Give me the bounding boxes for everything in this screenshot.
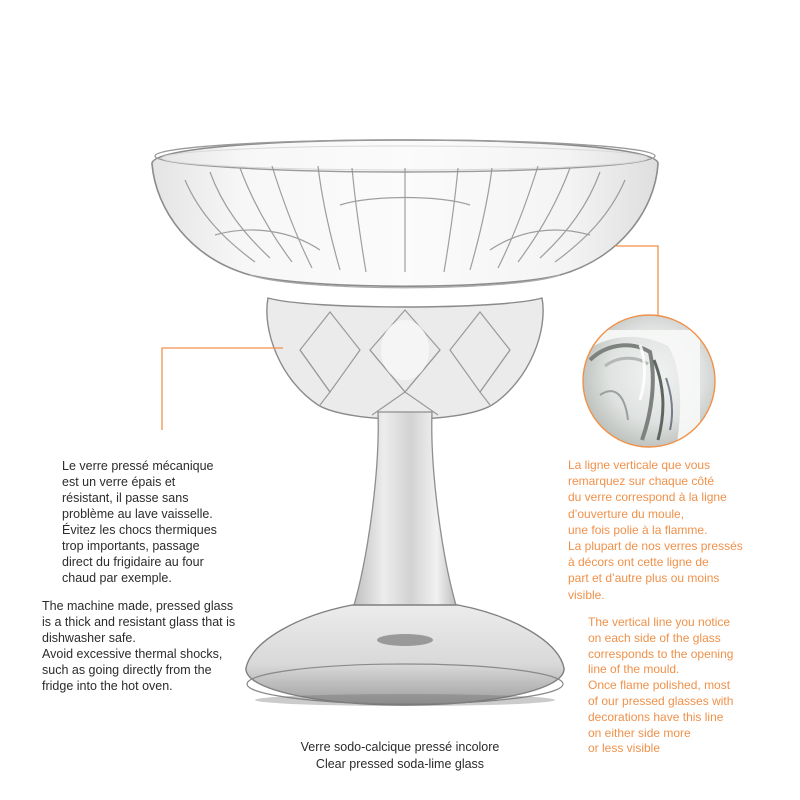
callout-line-left xyxy=(162,348,283,430)
glass-stem xyxy=(352,412,458,612)
mould-line-note-english: The vertical line you notice on each side of the glass corresponds to the opening line of the mould. Once flame polished, most of our pressed glasses with decorations have this line on either side more or less visible xyxy=(588,615,734,756)
glass-bowl xyxy=(152,140,658,288)
mould-line-zoom-detail xyxy=(583,315,715,450)
glass-foot xyxy=(246,605,564,706)
caption-english: Clear pressed soda-lime glass xyxy=(315,757,485,771)
caption-french: Verre sodo-calcique pressé incolore xyxy=(300,740,500,754)
glass-knob xyxy=(267,298,543,419)
description-english-left: The machine made, pressed glass is a thick and resistant glass that is dishwasher safe. Avoid excessive thermal shocks, such as going directly from the fridge into the hot oven. xyxy=(42,599,236,693)
description-french-left: Le verre pressé mécanique est un verre épais et résistant, il passe sans problème au lave vaisselle. Évitez les chocs thermiques trop importants, passage direct du frigidaire au four chaud par exemple. xyxy=(62,459,217,585)
mould-line-note-french: La ligne verticale que vous remarquez sur chaque côté du verre correspond à la ligne d’ouverture du moule, une fois polie à la flamme. La plupart de nos verres pressés à décors ont cette ligne de part et d’autre plus ou moins visible. xyxy=(568,458,743,602)
